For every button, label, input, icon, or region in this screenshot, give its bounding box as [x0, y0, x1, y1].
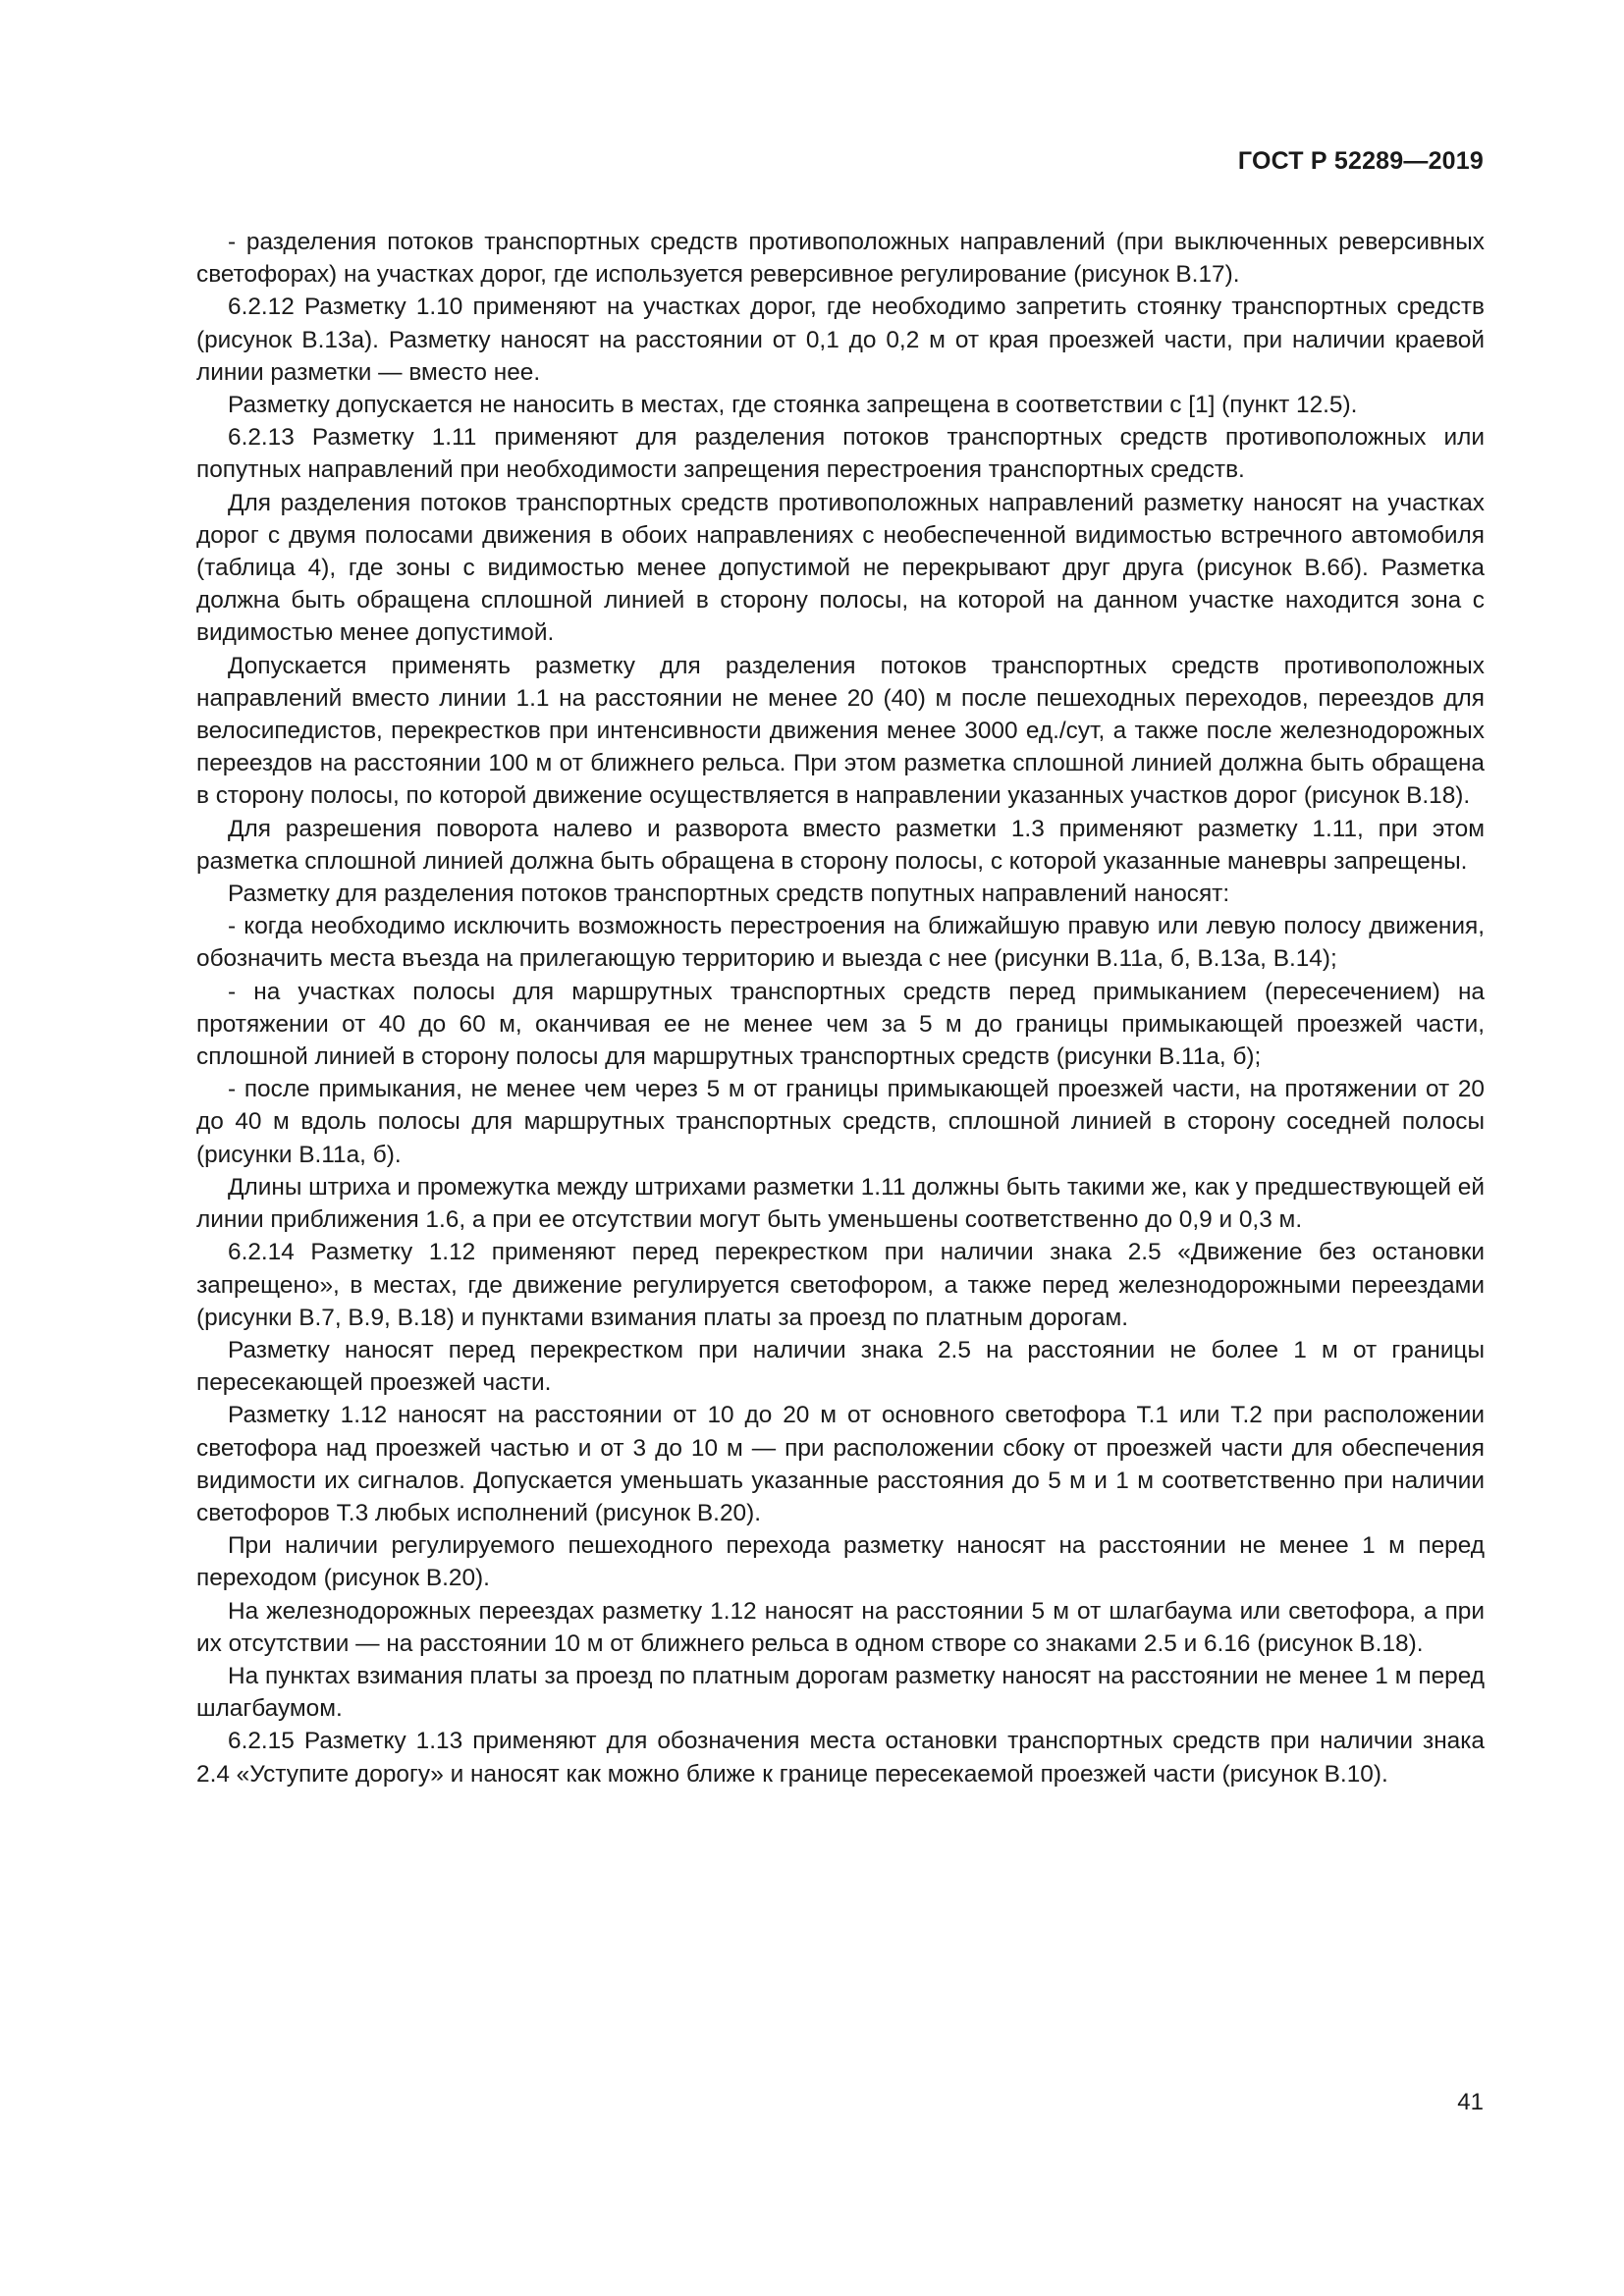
document-number: ГОСТ Р 52289—2019 — [1237, 147, 1484, 175]
paragraph-traffic-lights: Разметку 1.12 наносят на расстоянии от 10 до 20 м от основного светофора Т.1 или Т.2 при расположении светофора над проезжей частью и от 3 до 10 м — при расположении сбоку от проезжей части для обеспечения видимости их сигналов. Допускается уменьшать указанные расстояния до 5 м и 1 м соответственно при наличии светофоров Т.3 любых исполнений (рисунок В.20). — [196, 1402, 1485, 1526]
paragraph-parking-exception: Разметку допускается не наносить в местах, где стоянка запрещена в соответствии с [1] (пункт 12.5). — [228, 392, 1358, 419]
paragraph-dash-lengths: Длины штриха и промежутка между штрихами разметки 1.11 должны быть такими же, как у предшествующей ей линии приближения 1.6, а при ее отсутствии могут быть уменьшены соответственно до 0,9 и 0,3 м. — [196, 1173, 1485, 1234]
list-item-lane-change: - когда необходимо исключить возможность перестроения на ближайшую правую или левую полосу движения, обозначить места въезда на прилегающую территорию и выезда с нее (рисунки В.11а, б, В.13а, В.14); — [196, 913, 1485, 973]
paragraph-6-2-14: 6.2.14 Разметку 1.12 применяют перед перекрестком при наличии знака 2.5 «Движение без остановки запрещено», в местах, где движение регулируется светофором, а также перед железнодорожными переездами (рисунки В.7, В.9, В.18) и пунктами взимания платы за проезд по платным дорогам. — [196, 1239, 1485, 1331]
paragraph-6-2-13: 6.2.13 Разметку 1.11 применяют для разделения потоков транспортных средств противоположных или попутных направлений при необходимости запрещения перестроения транспортных средств. — [196, 424, 1485, 484]
paragraph-6-2-12: 6.2.12 Разметку 1.10 применяют на участках дорог, где необходимо запретить стоянку транспортных средств (рисунок В.13а). Разметку наносят на расстоянии от 0,1 до 0,2 м от края проезжей части, при наличии краевой линии разметки — вместо нее. — [196, 294, 1485, 386]
paragraph-pedestrian-crossing: При наличии регулируемого пешеходного перехода разметку наносят на расстоянии не менее 1 м перед переходом (рисунок В.20). — [196, 1532, 1485, 1592]
paragraph-instead-of-line-1-1: Допускается применять разметку для разделения потоков транспортных средств противоположных направлений вместо линии 1.1 на расстоянии не менее 20 (40) м после пешеходных переходов, переездов для велосипедистов, перекрестков при интенсивности движения менее 3000 ед./сут, а также после железнодорожных переездов на расстоянии 100 м от ближнего рельса. При этом разметка сплошной линией должна быть обращена в сторону полосы, по которой движение осуществляется в направлении указанных участков дорог (рисунок В.18). — [196, 652, 1485, 810]
paragraph-6-2-15: 6.2.15 Разметку 1.13 применяют для обозначения места остановки транспортных средств при наличии знака 2.4 «Уступите дорогу» и наносят как можно ближе к границе пересекаемой проезжей части (рисунок В.10). — [196, 1728, 1485, 1788]
paragraph-opposite-directions: Для разделения потоков транспортных средств противоположных направлений разметку наносят на участках дорог с двумя полосами движения в обоих направлениях с необеспеченной видимостью встречного автомобиля (таблица 4), где зоны с видимостью менее допустимой не перекрывают друг друга (рисунок В.6б). Разметка должна быть обращена сплошной линией в сторону полосы, на которой на данном участке находится зона с видимостью менее допустимой. — [196, 489, 1485, 647]
page-number: 41 — [1457, 2089, 1484, 2115]
list-item-bus-lane-after: - после примыкания, не менее чем через 5 м от границы примыкающей проезжей части, на протяжении от 20 до 40 м вдоль полосы для маршрутных транспортных средств, сплошной линией в сторону соседней полосы (рисунки В.11а, б). — [196, 1076, 1485, 1168]
paragraph-same-directions: Разметку для разделения потоков транспортных средств попутных направлений наносят: — [228, 881, 1230, 908]
document-body — [196, 226, 1485, 1790]
list-item-bus-lane-before: - на участках полосы для маршрутных транспортных средств перед примыканием (пересечением) на протяжении от 40 до 60 м, оканчивая ее не менее чем за 5 м до границы примыкающей проезжей части, сплошной линией в сторону полосы для маршрутных транспортных средств (рисунки В.11а, б); — [196, 978, 1485, 1071]
paragraph-reversible-lanes: - разделения потоков транспортных средств противоположных направлений (при выключенных реверсивных светофорах) на участках дорог, где используется реверсивное регулирование (рисунок В.17). — [196, 229, 1485, 289]
paragraph-sign-2-5: Разметку наносят перед перекрестком при наличии знака 2.5 на расстоянии не более 1 м от границы пересекающей проезжей части. — [196, 1336, 1485, 1397]
paragraph-railway-crossings: На железнодорожных переездах разметку 1.12 наносят на расстоянии 5 м от шлагбаума или светофора, а при их отсутствии — на расстоянии 10 м от ближнего рельса в одном створе со знаками 2.5 и 6.16 (рисунок В.18). — [196, 1597, 1485, 1657]
paragraph-toll-points: На пунктах взимания платы за проезд по платным дорогам разметку наносят на расстоянии не менее 1 м перед шлагбаумом. — [196, 1662, 1485, 1723]
paragraph-left-turn: Для разрешения поворота налево и разворота вместо разметки 1.3 применяют разметку 1.11, при этом разметка сплошной линией должна быть обращена в сторону полосы, с которой указанные маневры запрещены. — [196, 815, 1485, 875]
